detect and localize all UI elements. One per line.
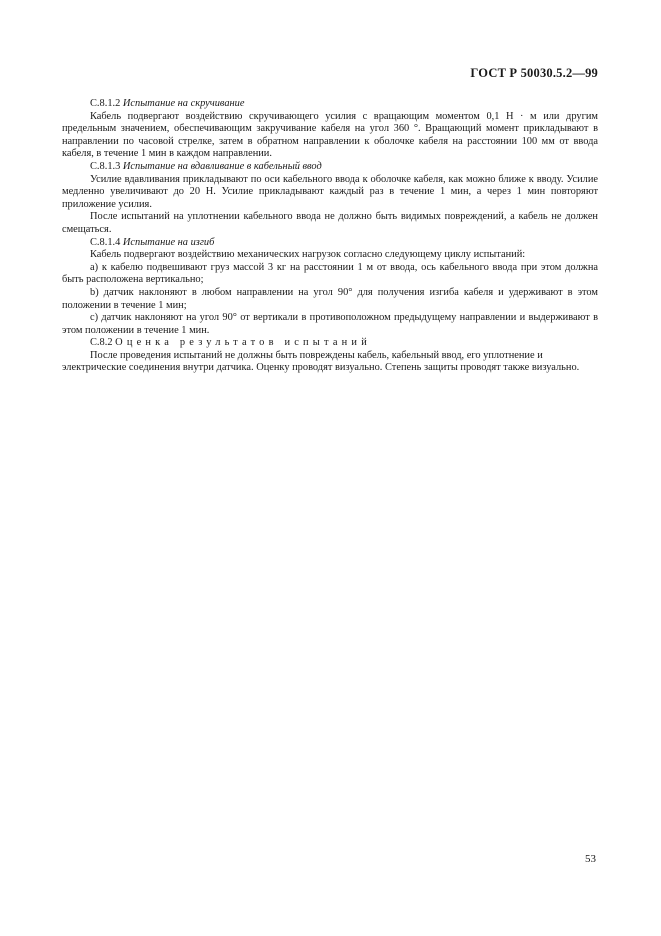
paragraph: Кабель подвергают воздействию механических нагрузок согласно следующему циклу испытаний:	[90, 249, 526, 261]
section-title: Испытание на изгиб	[122, 236, 215, 248]
section-number: С.8.2	[90, 337, 113, 349]
paragraph: Кабель подвергают воздействию скручивающего усилия с вращающим моментом 0,1 Н · м или другим предельным значением, обеспечивающим закручивание кабеля на угол 360 °. Вращающий момент прикладывают в направлении по часовой стрелке, затем в обратном направлении к оболочке кабеля на расстоянии 100 мм от ввода кабеля, в течение 1 мин в каждом направлении.	[62, 110, 598, 160]
paragraph: После испытаний на уплотнении кабельного ввода не должно быть видимых повреждений, а кабель не должен смещаться.	[62, 211, 598, 235]
section-heading-c812	[62, 98, 598, 111]
section-heading-c82	[62, 337, 598, 350]
section-heading-c814	[62, 237, 598, 250]
section-number: С.8.1.2	[90, 98, 121, 109]
page-number: 53	[585, 853, 596, 865]
section-title: Испытание на вдавливание в кабельный ввод	[122, 160, 322, 172]
section-number: С.8.1.3	[90, 160, 121, 172]
paragraph: Усилие вдавливания прикладывают по оси кабельного ввода к оболочке кабеля, как можно ближе к вводу. Усилие медленно увеличивают до 20 Н. Усилие прикладывают каждый раз в течение 1 мин, а через 1 мин повторяют приложение усилия.	[62, 173, 598, 210]
document-body	[62, 98, 598, 375]
list-item-b: b) датчик наклоняют в любом направлении на угол 90° для получения изгиба кабеля и удерживают в этом положении в течение 1 мин;	[62, 286, 598, 311]
standard-code: ГОСТ Р 50030.5.2—99	[470, 66, 598, 80]
section-number: С.8.1.4	[90, 236, 121, 248]
list-item-c: с) датчик наклоняют на угол 90° от вертикали в противоположном предыдущему направлении и выдерживают в этом положении в течение 1 мин.	[62, 312, 598, 336]
section-heading-c813	[62, 161, 598, 174]
paragraph: После проведения испытаний не должны быть повреждены кабель, кабельный ввод, его уплотнение и электрические соединения внутри датчика. Оценку проводят визуально. Степень защиты проводят также визуально.	[62, 349, 580, 374]
section-title: Оценка результатов испытаний	[115, 337, 371, 349]
list-item-a: а) к кабелю подвешивают груз массой 3 кг на расстоянии 1 м от ввода, ось кабельного ввода при этом должна быть расположена вертикально;	[62, 261, 598, 286]
section-title: Испытание на скручивание	[122, 98, 245, 109]
